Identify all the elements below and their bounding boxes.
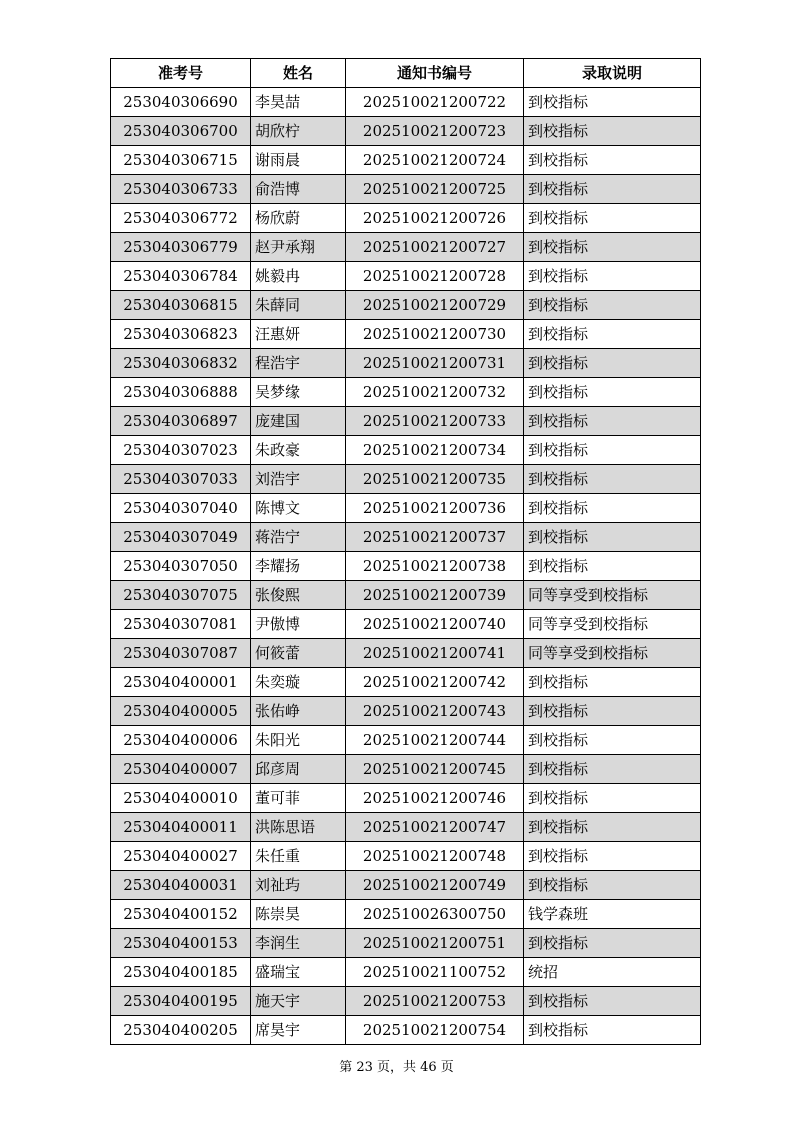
admission-note-cell: 到校指标 bbox=[524, 146, 701, 175]
student-name-cell: 施天宇 bbox=[251, 987, 346, 1016]
table-row bbox=[111, 755, 701, 784]
notice-number-cell: 202510021200744 bbox=[346, 726, 524, 755]
student-name-cell: 刘浩宇 bbox=[251, 465, 346, 494]
admission-note-cell: 到校指标 bbox=[524, 1016, 701, 1045]
exam-number-cell: 253040400031 bbox=[111, 871, 251, 900]
exam-number-cell: 253040400195 bbox=[111, 987, 251, 1016]
notice-number-cell: 202510021200730 bbox=[346, 320, 524, 349]
header-row bbox=[111, 59, 701, 88]
notice-number-cell: 202510021200748 bbox=[346, 842, 524, 871]
table-row bbox=[111, 407, 701, 436]
admission-note-cell: 到校指标 bbox=[524, 494, 701, 523]
table-row bbox=[111, 88, 701, 117]
notice-number-cell: 202510021200731 bbox=[346, 349, 524, 378]
table-row bbox=[111, 204, 701, 233]
student-name-cell: 汪惠妍 bbox=[251, 320, 346, 349]
admission-note-cell: 到校指标 bbox=[524, 929, 701, 958]
notice-number-cell: 202510021200738 bbox=[346, 552, 524, 581]
notice-number-cell: 202510026300750 bbox=[346, 900, 524, 929]
exam-number-cell: 253040400153 bbox=[111, 929, 251, 958]
notice-number-cell: 202510021200725 bbox=[346, 175, 524, 204]
exam-number-cell: 253040306823 bbox=[111, 320, 251, 349]
table-row bbox=[111, 146, 701, 175]
admission-note-cell: 到校指标 bbox=[524, 726, 701, 755]
notice-number-cell: 202510021200745 bbox=[346, 755, 524, 784]
notice-number-cell: 202510021200743 bbox=[346, 697, 524, 726]
notice-number-cell: 202510021200741 bbox=[346, 639, 524, 668]
notice-number-cell: 202510021200727 bbox=[346, 233, 524, 262]
admission-note-cell: 到校指标 bbox=[524, 378, 701, 407]
student-name-cell: 庞建国 bbox=[251, 407, 346, 436]
table-header bbox=[111, 59, 701, 88]
student-name-cell: 李耀扬 bbox=[251, 552, 346, 581]
admission-note-cell: 到校指标 bbox=[524, 407, 701, 436]
exam-number-cell: 253040307075 bbox=[111, 581, 251, 610]
notice-number-cell: 202510021200742 bbox=[346, 668, 524, 697]
table-row bbox=[111, 117, 701, 146]
page-footer: 第 23 页，共 46 页 bbox=[339, 1060, 454, 1075]
student-name-cell: 朱薛同 bbox=[251, 291, 346, 320]
table-row bbox=[111, 378, 701, 407]
exam-number-cell: 253040307040 bbox=[111, 494, 251, 523]
table-row bbox=[111, 813, 701, 842]
exam-number-cell: 253040306832 bbox=[111, 349, 251, 378]
table-row bbox=[111, 900, 701, 929]
notice-number-cell: 202510021200753 bbox=[346, 987, 524, 1016]
student-name-cell: 吴梦缘 bbox=[251, 378, 346, 407]
student-name-cell: 张佑峥 bbox=[251, 697, 346, 726]
admission-note-cell: 钱学森班 bbox=[524, 900, 701, 929]
table-row bbox=[111, 1016, 701, 1045]
table-row bbox=[111, 639, 701, 668]
header-notice-no: 通知书编号 bbox=[346, 59, 524, 88]
student-name-cell: 张俊熙 bbox=[251, 581, 346, 610]
exam-number-cell: 253040306888 bbox=[111, 378, 251, 407]
student-name-cell: 李润生 bbox=[251, 929, 346, 958]
admission-note-cell: 同等享受到校指标 bbox=[524, 610, 701, 639]
exam-number-cell: 253040307049 bbox=[111, 523, 251, 552]
student-name-cell: 朱奕璇 bbox=[251, 668, 346, 697]
student-name-cell: 席昊宇 bbox=[251, 1016, 346, 1045]
student-name-cell: 陈博文 bbox=[251, 494, 346, 523]
admission-note-cell: 到校指标 bbox=[524, 523, 701, 552]
table-row bbox=[111, 871, 701, 900]
student-name-cell: 杨欣蔚 bbox=[251, 204, 346, 233]
exam-number-cell: 253040307050 bbox=[111, 552, 251, 581]
header-name: 姓名 bbox=[251, 59, 346, 88]
table-body bbox=[111, 88, 701, 1045]
notice-number-cell: 202510021200737 bbox=[346, 523, 524, 552]
admission-note-cell: 到校指标 bbox=[524, 291, 701, 320]
notice-number-cell: 202510021200747 bbox=[346, 813, 524, 842]
notice-number-cell: 202510021200739 bbox=[346, 581, 524, 610]
student-name-cell: 程浩宇 bbox=[251, 349, 346, 378]
admission-note-cell: 到校指标 bbox=[524, 349, 701, 378]
student-name-cell: 何筱蕾 bbox=[251, 639, 346, 668]
notice-number-cell: 202510021100752 bbox=[346, 958, 524, 987]
student-name-cell: 朱阳光 bbox=[251, 726, 346, 755]
table-row bbox=[111, 349, 701, 378]
student-name-cell: 邱彦周 bbox=[251, 755, 346, 784]
notice-number-cell: 202510021200749 bbox=[346, 871, 524, 900]
table-row bbox=[111, 436, 701, 465]
exam-number-cell: 253040307087 bbox=[111, 639, 251, 668]
admission-note-cell: 到校指标 bbox=[524, 175, 701, 204]
admission-note-cell: 到校指标 bbox=[524, 88, 701, 117]
student-name-cell: 盛瑞宝 bbox=[251, 958, 346, 987]
table-row bbox=[111, 233, 701, 262]
exam-number-cell: 253040400010 bbox=[111, 784, 251, 813]
exam-number-cell: 253040400152 bbox=[111, 900, 251, 929]
table-row bbox=[111, 494, 701, 523]
table-row bbox=[111, 610, 701, 639]
admission-note-cell: 到校指标 bbox=[524, 465, 701, 494]
admission-note-cell: 到校指标 bbox=[524, 233, 701, 262]
exam-number-cell: 253040400001 bbox=[111, 668, 251, 697]
exam-number-cell: 253040306690 bbox=[111, 88, 251, 117]
exam-number-cell: 253040400007 bbox=[111, 755, 251, 784]
table-row bbox=[111, 523, 701, 552]
table-row bbox=[111, 465, 701, 494]
notice-number-cell: 202510021200751 bbox=[346, 929, 524, 958]
exam-number-cell: 253040306784 bbox=[111, 262, 251, 291]
student-name-cell: 胡欣柠 bbox=[251, 117, 346, 146]
notice-number-cell: 202510021200736 bbox=[346, 494, 524, 523]
student-name-cell: 姚毅冉 bbox=[251, 262, 346, 291]
exam-number-cell: 253040400185 bbox=[111, 958, 251, 987]
table-row bbox=[111, 581, 701, 610]
table-row bbox=[111, 320, 701, 349]
table-row bbox=[111, 784, 701, 813]
table-row bbox=[111, 697, 701, 726]
notice-number-cell: 202510021200724 bbox=[346, 146, 524, 175]
table-row bbox=[111, 175, 701, 204]
admission-note-cell: 到校指标 bbox=[524, 784, 701, 813]
admission-note-cell: 到校指标 bbox=[524, 871, 701, 900]
admission-note-cell: 到校指标 bbox=[524, 204, 701, 233]
exam-number-cell: 253040306700 bbox=[111, 117, 251, 146]
admission-note-cell: 同等享受到校指标 bbox=[524, 581, 701, 610]
exam-number-cell: 253040400011 bbox=[111, 813, 251, 842]
student-name-cell: 朱政豪 bbox=[251, 436, 346, 465]
notice-number-cell: 202510021200729 bbox=[346, 291, 524, 320]
student-name-cell: 谢雨晨 bbox=[251, 146, 346, 175]
exam-number-cell: 253040400006 bbox=[111, 726, 251, 755]
exam-number-cell: 253040307023 bbox=[111, 436, 251, 465]
student-name-cell: 朱任重 bbox=[251, 842, 346, 871]
table-row bbox=[111, 929, 701, 958]
exam-number-cell: 253040306815 bbox=[111, 291, 251, 320]
notice-number-cell: 202510021200728 bbox=[346, 262, 524, 291]
student-name-cell: 陈崇昊 bbox=[251, 900, 346, 929]
admission-note-cell: 到校指标 bbox=[524, 987, 701, 1016]
exam-number-cell: 253040306779 bbox=[111, 233, 251, 262]
exam-number-cell: 253040400027 bbox=[111, 842, 251, 871]
notice-number-cell: 202510021200733 bbox=[346, 407, 524, 436]
exam-number-cell: 253040306715 bbox=[111, 146, 251, 175]
admission-note-cell: 到校指标 bbox=[524, 813, 701, 842]
exam-number-cell: 253040400205 bbox=[111, 1016, 251, 1045]
exam-number-cell: 253040306897 bbox=[111, 407, 251, 436]
exam-number-cell: 253040400005 bbox=[111, 697, 251, 726]
notice-number-cell: 202510021200735 bbox=[346, 465, 524, 494]
admission-note-cell: 到校指标 bbox=[524, 320, 701, 349]
admission-note-cell: 到校指标 bbox=[524, 755, 701, 784]
student-name-cell: 蒋浩宁 bbox=[251, 523, 346, 552]
notice-number-cell: 202510021200746 bbox=[346, 784, 524, 813]
table-row bbox=[111, 987, 701, 1016]
notice-number-cell: 202510021200754 bbox=[346, 1016, 524, 1045]
student-name-cell: 俞浩博 bbox=[251, 175, 346, 204]
notice-number-cell: 202510021200732 bbox=[346, 378, 524, 407]
admission-note-cell: 到校指标 bbox=[524, 262, 701, 291]
exam-number-cell: 253040307033 bbox=[111, 465, 251, 494]
exam-number-cell: 253040306772 bbox=[111, 204, 251, 233]
notice-number-cell: 202510021200734 bbox=[346, 436, 524, 465]
table-row bbox=[111, 958, 701, 987]
admission-table bbox=[110, 58, 701, 1045]
table-row bbox=[111, 552, 701, 581]
student-name-cell: 赵尹承翔 bbox=[251, 233, 346, 262]
table-row bbox=[111, 262, 701, 291]
admission-note-cell: 统招 bbox=[524, 958, 701, 987]
student-name-cell: 尹傲博 bbox=[251, 610, 346, 639]
admission-note-cell: 到校指标 bbox=[524, 842, 701, 871]
notice-number-cell: 202510021200723 bbox=[346, 117, 524, 146]
student-name-cell: 洪陈思语 bbox=[251, 813, 346, 842]
table-row bbox=[111, 291, 701, 320]
admission-note-cell: 同等享受到校指标 bbox=[524, 639, 701, 668]
table-row bbox=[111, 726, 701, 755]
student-name-cell: 李昊喆 bbox=[251, 88, 346, 117]
admission-note-cell: 到校指标 bbox=[524, 552, 701, 581]
student-name-cell: 董可菲 bbox=[251, 784, 346, 813]
notice-number-cell: 202510021200722 bbox=[346, 88, 524, 117]
admission-note-cell: 到校指标 bbox=[524, 697, 701, 726]
notice-number-cell: 202510021200740 bbox=[346, 610, 524, 639]
admission-note-cell: 到校指标 bbox=[524, 436, 701, 465]
header-exam-no: 准考号 bbox=[111, 59, 251, 88]
student-name-cell: 刘祉玙 bbox=[251, 871, 346, 900]
table-row bbox=[111, 842, 701, 871]
header-note: 录取说明 bbox=[524, 59, 701, 88]
exam-number-cell: 253040306733 bbox=[111, 175, 251, 204]
admission-note-cell: 到校指标 bbox=[524, 668, 701, 697]
exam-number-cell: 253040307081 bbox=[111, 610, 251, 639]
table-row bbox=[111, 668, 701, 697]
admission-note-cell: 到校指标 bbox=[524, 117, 701, 146]
notice-number-cell: 202510021200726 bbox=[346, 204, 524, 233]
